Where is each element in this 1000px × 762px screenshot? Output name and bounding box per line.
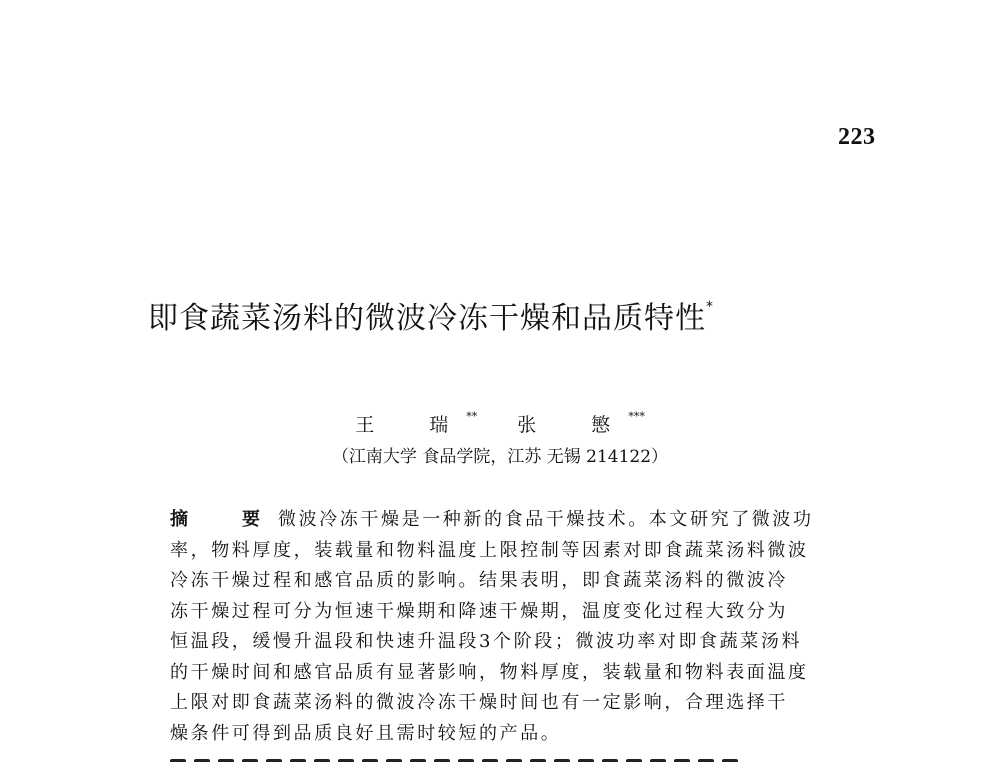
abstract-line: 冷冻干燥过程和感官品质的影响。结果表明，即食蔬菜汤料的微波冷 [170,570,788,591]
title-footnote-mark: * [706,299,714,315]
abstract-line: 上限对即食蔬菜汤料的微波冷冻干燥时间也有一定影响，合理选择干 [170,692,788,713]
abstract-line [170,505,842,536]
abstract-line: 燥条件可得到品质良好且需时较短的产品。 [170,722,562,744]
abstract-line: 冻干燥过程可分为恒速干燥期和降速干燥期，温度变化过程大致分为 [170,600,788,622]
author-footnote-mark: *** [628,409,645,423]
article-title-block [148,293,714,337]
abstract-line: 的干燥时间和感官品质有显著影响，物料厚度，装载量和物料表面温度 [170,661,809,683]
cut-off-text-line [170,752,770,762]
abstract-line: 率，物料厚度，装载量和物料温度上限控制等因素对即食蔬菜汤料微波 [170,539,809,561]
abstract [170,505,842,749]
author-name: 张 慜 [517,414,629,436]
affiliation: （江南大学 食品学院，江苏 无锡 214122） [331,447,669,467]
page-number: 223 [838,124,876,150]
abstract-line: 恒温段，缓慢升温段和快速升温段3个阶段；微波功率对即食蔬菜汤料 [170,631,803,652]
author-list [0,410,1000,437]
author-name: 王 瑞 [355,414,467,436]
abstract-text: 微波冷冻干燥是一种新的食品干燥技术。本文研究了微波功 [278,509,814,530]
article-title: 即食蔬菜汤料的微波冷冻干燥和品质特性 [148,301,706,336]
abstract-label: 摘 要 [170,509,278,530]
author-footnote-mark: ** [466,409,478,423]
